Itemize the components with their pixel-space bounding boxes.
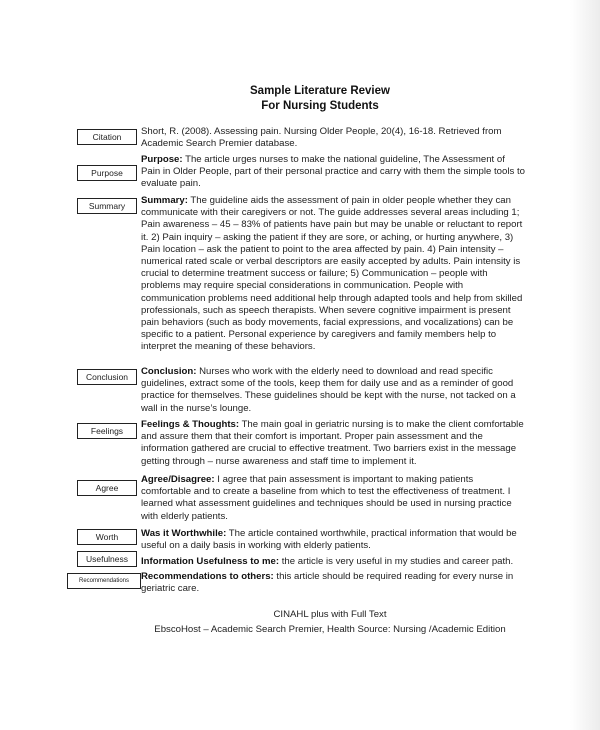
label-conclusion: Conclusion <box>77 369 137 385</box>
label-recommendations: Recommendations <box>67 573 141 589</box>
entry-citation <box>141 126 526 150</box>
entry-worth <box>141 528 526 552</box>
worth-text: The article contained worthwhile, practical information that would be useful on a daily basis in working with elderly patients. <box>141 528 517 552</box>
conclusion-text: Nurses who work with the elderly need to download and read specific guidelines, extract some of the tools, keep them for daily use and as a reminder of good practice for themselves. These guidelines should be kept with the nurse, not tacked on a wall in the nurse’s lounge. <box>141 366 516 414</box>
entry-recommendations <box>141 571 526 595</box>
feelings-text: The main goal in geriatric nursing is to make the client comfortable and assure them that their comfort is important. Proper pain assessment and the information gathered are crucial to effective treatment. Two barriers exist in the message getting through – nurse awareness and staff time to implement it. <box>141 419 524 467</box>
entry-feelings <box>141 419 526 468</box>
purpose-text: The article urges nurses to make the national guideline, The Assessment of Pain in Older People, part of their personal practice and carry with them the simple tools to evaluate pain. <box>141 154 525 190</box>
summary-heading: Summary: <box>141 195 188 206</box>
recommendations-text: this article should be required reading for every nurse in geriatric care. <box>141 571 514 595</box>
label-usefulness: Usefulness <box>77 551 137 567</box>
footer-source: CINAHL plus with Full Text <box>273 609 387 620</box>
entry-summary <box>141 195 526 354</box>
label-worth: Worth <box>77 529 137 545</box>
entry-purpose <box>141 154 526 191</box>
label-summary: Summary <box>77 198 137 214</box>
usefulness-heading: Information Usefulness to me: <box>141 556 280 567</box>
agree-text: I agree that pain assessment is important to making patients comfortable and to create a baseline from which to test the effectiveness of treatment. I learned what assessment guidelines and techniques should be used in nursing practice with elderly patients. <box>141 474 512 522</box>
feelings-heading: Feelings & Thoughts: <box>141 419 240 430</box>
entry-agree <box>141 474 526 523</box>
agree-heading: Agree/Disagree: <box>141 474 215 485</box>
summary-text: The guideline aids the assessment of pain in older people whether they can communicate with their caregivers or not. The guide addresses several areas including 1; Pain awareness – 45 – 83% of patients have pain but may be unable or reluctant to report it. 2) Pain inquiry – asking the patient if they are sore, or aching, or hurting anywhere, 3) Pain location – ask the patient to point to the area affected by pain. 4) Pain intensity – numerical rated scale or verbal descriptors are easily accepted by adults. Pain intensity is crucial to determine treatment success or failure; 5) Communication – people with problems may require special considerations in communication. People with communication problems need additional help through adapted tools and help from skilled professionals, such as speech therapists. When severe cognitive impairment is present pain behaviors (such as body movements, facial expressions, and vocalizations) can be specific to a patient. Personal experience by caregivers and family members help to interpret the meaning of these behaviors. <box>141 195 523 353</box>
entry-usefulness <box>141 556 526 568</box>
label-agree: Agree <box>77 480 137 496</box>
document-subtitle: For Nursing Students <box>261 100 379 112</box>
conclusion-heading: Conclusion: <box>141 366 197 377</box>
footer-database: EbscoHost – Academic Search Premier, Health Source: Nursing /Academic Edition <box>154 624 506 635</box>
purpose-heading: Purpose: <box>141 154 183 165</box>
document-title: Sample Literature Review <box>250 85 390 97</box>
recommendations-heading: Recommendations to others: <box>141 571 274 582</box>
usefulness-text: the article is very useful in my studies and career path. <box>279 556 514 567</box>
label-citation: Citation <box>77 129 137 145</box>
label-feelings: Feelings <box>77 423 137 439</box>
worth-heading: Was it Worthwhile: <box>141 528 227 539</box>
label-purpose: Purpose <box>77 165 137 181</box>
entry-conclusion <box>141 366 526 415</box>
citation-text: Short, R. (2008). Assessing pain. Nursing Older People, 20(4), 16-18. Retrieved from Academic Search Premier database. <box>141 126 502 150</box>
